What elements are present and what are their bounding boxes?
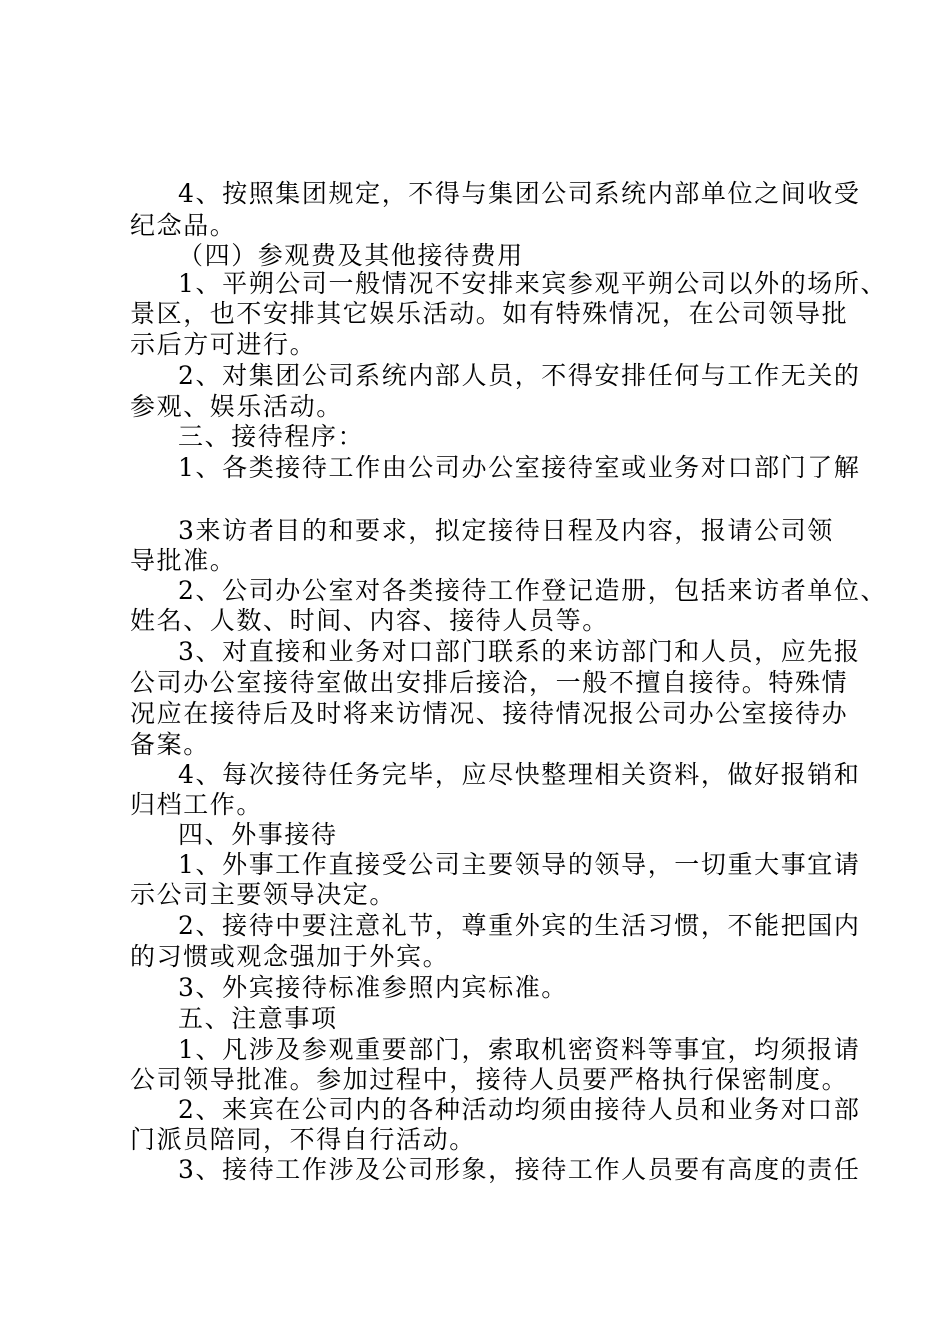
paragraph-line: 2、对集团公司系统内部人员，不得安排任何与工作无关的 xyxy=(178,361,861,390)
paragraph-line: 景区，也不安排其它娱乐活动。如有特殊情况，在公司领导批 xyxy=(130,299,849,328)
paragraph-line: 门派员陪同，不得自行活动。 xyxy=(130,1125,476,1154)
paragraph-line: 1、凡涉及参观重要部门，索取机密资料等事宜，均须报请 xyxy=(178,1035,861,1064)
paragraph-line: 的习惯或观念强加于外宾。 xyxy=(130,942,450,971)
paragraph-line: 3、接待工作涉及公司形象，接待工作人员要有高度的责任 xyxy=(178,1155,861,1184)
paragraph-line: 导批准。 xyxy=(130,546,237,575)
section-heading: 三、接待程序： xyxy=(178,422,365,451)
paragraph-line: 2、接待中要注意礼节，尊重外宾的生活习惯，不能把国内 xyxy=(178,911,861,940)
paragraph-line: 公司领导批准。参加过程中，接待人员要严格执行保密制度。 xyxy=(130,1065,849,1094)
paragraph-line: 归档工作。 xyxy=(130,790,264,819)
paragraph-line: 2、公司办公室对各类接待工作登记造册，包括来访者单位、 xyxy=(178,576,888,605)
paragraph-line: 4、每次接待任务完毕，应尽快整理相关资料，做好报销和 xyxy=(178,760,861,789)
paragraph-line: 示后方可进行。 xyxy=(130,330,317,359)
paragraph-line: 参观、娱乐活动。 xyxy=(130,392,343,421)
paragraph-line: 况应在接待后及时将来访情况、接待情况报公司办公室接待办 xyxy=(130,699,849,728)
section-heading: （四）参观费及其他接待费用 xyxy=(178,241,524,270)
paragraph-line: 公司办公室接待室做出安排后接洽，一般不擅自接待。特殊情 xyxy=(130,668,849,697)
paragraph-line: 纪念品。 xyxy=(130,211,237,240)
paragraph-line: 2、来宾在公司内的各种活动均须由接待人员和业务对口部 xyxy=(178,1095,861,1124)
paragraph-line: 1、平朔公司一般情况不安排来宾参观平朔公司以外的场所、 xyxy=(178,269,888,298)
paragraph-line: 1、外事工作直接受公司主要领导的领导，一切重大事宜请 xyxy=(178,850,861,879)
paragraph-line: 备案。 xyxy=(130,730,210,759)
section-heading: 四、外事接待 xyxy=(178,820,338,849)
paragraph-line: 1、各类接待工作由公司办公室接待室或业务对口部门了解 xyxy=(178,453,861,482)
paragraph-line: 3、对直接和业务对口部门联系的来访部门和人员，应先报 xyxy=(178,637,861,666)
paragraph-line: 4、按照集团规定，不得与集团公司系统内部单位之间收受 xyxy=(178,179,861,208)
paragraph-line: 姓名、人数、时间、内容、接待人员等。 xyxy=(130,606,609,635)
paragraph-line: 示公司主要领导决定。 xyxy=(130,880,397,909)
section-heading: 五、注意事项 xyxy=(178,1004,338,1033)
paragraph-line: 3来访者目的和要求，拟定接待日程及内容，报请公司领 xyxy=(178,516,834,545)
paragraph-line: 3、外宾接待标准参照内宾标准。 xyxy=(178,973,568,1002)
